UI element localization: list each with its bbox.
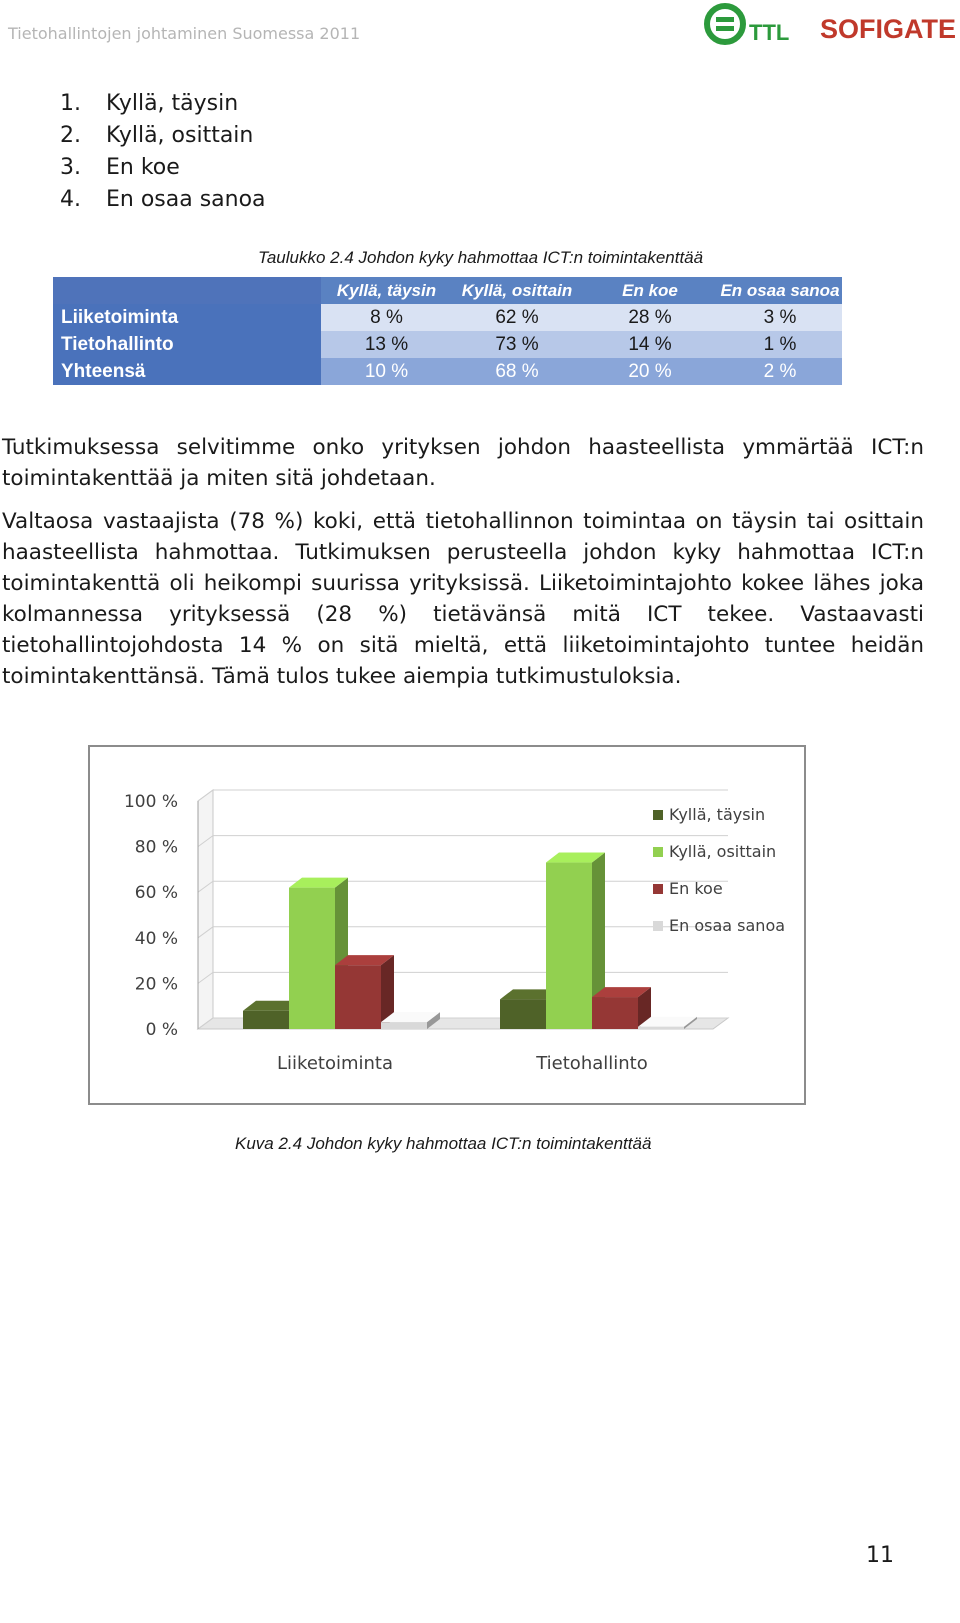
table-row <box>53 358 842 385</box>
table-cell: 1 % <box>718 331 842 358</box>
y-tick-label: 40 % <box>134 928 178 949</box>
figure-caption: Kuva 2.4 Johdon kyky hahmottaa ICT:n toimintakenttää <box>235 1134 652 1153</box>
column-header: En osaa sanoa <box>718 277 842 304</box>
column-header: Kyllä, osittain <box>452 277 582 304</box>
table-caption: Taulukko 2.4 Johdon kyky hahmottaa ICT:n toimintakenttää <box>258 248 704 267</box>
answer-options-list <box>60 88 266 216</box>
x-category-label: Liiketoiminta <box>277 1053 393 1074</box>
paragraph-results: Valtaosa vastaajista (78 %) koki, että tietohallinnon toimintaa on täysin tai osittain haasteellista hahmottaa. Tutkimuksen perusteella johdon kyky hahmottaa ICT:n toimintakenttä oli heikompi suurissa yrityksissä. Liiketoimintajohto kokee lähes joka kolmannessa yrityksessä (28 %) tietävänsä mitä ICT tekee. Vastaavasti tietohallintojohdosta 14 % on sitä mieltä, että liiketoimintajohto tuntee heidän toimintakenttänsä. Tämä tulos tukee aiempia tutkimustuloksia. <box>2 509 924 689</box>
chart-side-wall <box>198 790 213 1029</box>
legend-swatch <box>653 847 663 857</box>
bar <box>381 1022 427 1029</box>
y-tick-label: 100 % <box>123 792 178 812</box>
results-table <box>53 277 842 385</box>
legend-swatch <box>653 810 663 820</box>
column-header: Kyllä, täysin <box>321 277 452 304</box>
table-cell: 20 % <box>582 358 718 385</box>
bar <box>638 1027 684 1029</box>
table-cell: 8 % <box>321 304 452 331</box>
row-label: Liiketoiminta <box>53 304 321 331</box>
gridline <box>198 927 728 938</box>
table-cell: 68 % <box>452 358 582 385</box>
bar <box>243 1011 289 1029</box>
answer-option: 2. Kyllä, osittain <box>60 123 254 148</box>
answer-option: 1. Kyllä, täysin <box>60 91 239 116</box>
table-cell: 13 % <box>321 331 452 358</box>
answer-option: 3. En koe <box>60 155 180 180</box>
bar-chart-frame <box>88 745 806 1105</box>
column-header: En koe <box>582 277 718 304</box>
bar-chart <box>90 747 804 1103</box>
row-label: Yhteensä <box>53 358 321 385</box>
bar <box>289 888 335 1029</box>
legend-label: Kyllä, täysin <box>669 805 766 824</box>
table-header-row <box>53 277 842 304</box>
y-tick-label: 80 % <box>134 837 178 858</box>
ttl-logo-text: TTL <box>749 20 790 45</box>
gridline <box>198 972 728 983</box>
legend-label: Kyllä, osittain <box>669 842 777 861</box>
paragraph-intro: Tutkimuksessa selvitimme onko yrityksen johdon haasteellista ymmärtää ICT:n toimintakenttää ja miten sitä johdetaan. <box>2 435 924 491</box>
table-cell: 28 % <box>582 304 718 331</box>
legend-label: En koe <box>669 879 723 898</box>
document-header-title: Tietohallintojen johtaminen Suomessa 2011 <box>8 24 361 43</box>
bar <box>500 999 546 1029</box>
gridline <box>198 881 728 892</box>
y-tick-label: 60 % <box>134 883 178 904</box>
bar <box>546 863 592 1029</box>
bar <box>335 965 381 1029</box>
table-cell: 10 % <box>321 358 452 385</box>
page-number: 11 <box>866 1543 894 1568</box>
table-row <box>53 331 842 358</box>
bar <box>592 997 638 1029</box>
table-cell: 14 % <box>582 331 718 358</box>
gridline <box>198 836 728 847</box>
y-tick-label: 0 % <box>145 1020 178 1040</box>
legend-swatch <box>653 884 663 894</box>
legend-swatch <box>653 921 663 931</box>
sofigate-logo: SOFIGATE <box>820 14 957 44</box>
answer-option: 4. En osaa sanoa <box>60 187 266 212</box>
y-tick-label: 20 % <box>134 974 178 995</box>
table-cell: 62 % <box>452 304 582 331</box>
table-cell: 2 % <box>718 358 842 385</box>
table-corner-cell <box>53 277 321 304</box>
ttl-logo <box>703 2 803 48</box>
table-row <box>53 304 842 331</box>
x-category-label: Tietohallinto <box>536 1053 648 1074</box>
legend-label: En osaa sanoa <box>669 916 786 935</box>
row-label: Tietohallinto <box>53 331 321 358</box>
gridline <box>198 790 728 801</box>
table-cell: 73 % <box>452 331 582 358</box>
table-cell: 3 % <box>718 304 842 331</box>
